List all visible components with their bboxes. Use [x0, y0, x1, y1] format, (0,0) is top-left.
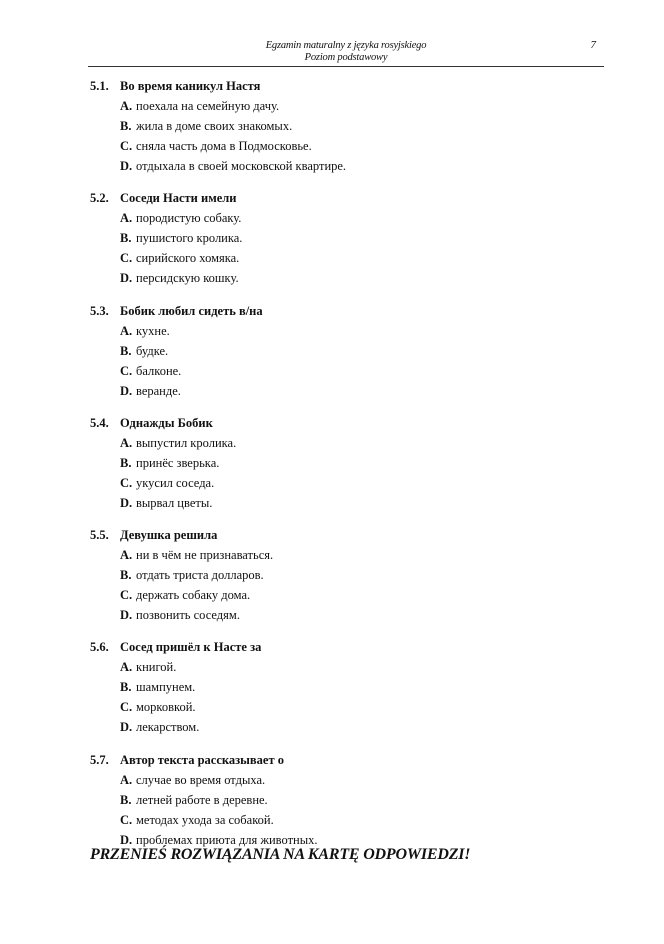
question-stem	[90, 413, 590, 433]
answer-option	[90, 361, 590, 381]
answer-option	[90, 116, 590, 136]
option-letter: A.	[120, 772, 133, 787]
option-letter: B.	[120, 455, 132, 470]
question-stem	[90, 525, 590, 545]
question-block	[90, 525, 590, 625]
answer-option	[90, 96, 590, 116]
option-text: лекарством.	[136, 720, 200, 735]
answer-option	[90, 381, 590, 401]
answer-option	[90, 565, 590, 585]
question-stem	[90, 76, 590, 96]
option-text: случае во время отдыха.	[136, 772, 266, 787]
question-text: Сосед пришёл к Насте за	[120, 640, 262, 655]
option-text: держать собаку дома.	[136, 588, 251, 603]
question-text: Во время каникул Настя	[120, 79, 261, 93]
option-letter: B.	[120, 231, 132, 246]
question-stem	[90, 301, 590, 321]
question-stem	[90, 637, 590, 657]
option-letter: A.	[120, 548, 133, 563]
answer-option	[90, 433, 590, 453]
answer-option	[90, 697, 590, 717]
option-text: веранде.	[136, 383, 181, 398]
page-header	[88, 38, 604, 67]
option-text: позвонить соседям.	[136, 608, 240, 623]
option-letter: B.	[120, 568, 132, 583]
answer-option	[90, 677, 590, 697]
option-text: отдать триста долларов.	[136, 568, 264, 583]
option-text: укусил соседа.	[136, 475, 215, 490]
question-stem	[90, 188, 590, 208]
option-letter: A.	[120, 323, 133, 338]
option-letter: A.	[120, 660, 133, 675]
option-text: сирийского хомяка.	[136, 251, 240, 266]
option-letter: B.	[120, 792, 132, 807]
answer-option	[90, 248, 590, 268]
answer-option	[90, 770, 590, 790]
answer-option	[90, 156, 590, 176]
question-number: 5.5.	[90, 528, 109, 543]
question-text: Девушка решила	[120, 528, 218, 543]
option-text: будке.	[136, 343, 169, 358]
question-number: 5.7.	[90, 752, 109, 767]
question-block	[90, 413, 590, 513]
option-text: поехала на семейную дачу.	[136, 99, 280, 113]
answer-option	[90, 585, 590, 605]
option-text: книгой.	[136, 660, 177, 675]
option-text: вырвал цветы.	[136, 495, 213, 510]
question-number: 5.3.	[90, 303, 109, 318]
option-text: летней работе в деревне.	[136, 792, 268, 807]
answer-option	[90, 493, 590, 513]
option-letter: C.	[120, 588, 133, 603]
option-text: шампунем.	[136, 680, 196, 695]
question-block	[90, 637, 590, 737]
option-letter: D.	[120, 832, 133, 847]
answer-option	[90, 321, 590, 341]
answer-option	[90, 453, 590, 473]
answer-option	[90, 717, 590, 737]
answer-option	[90, 268, 590, 288]
option-letter: B.	[120, 343, 132, 358]
question-block	[90, 750, 590, 850]
option-letter: C.	[120, 363, 133, 378]
option-letter: C.	[120, 139, 133, 153]
option-letter: D.	[120, 383, 133, 398]
question-text: Однажды Бобик	[120, 415, 213, 430]
question-list	[90, 76, 590, 862]
question-number: 5.4.	[90, 415, 109, 430]
question-block	[90, 188, 590, 288]
option-letter: B.	[120, 119, 132, 133]
option-letter: C.	[120, 812, 133, 827]
page-number: 7	[590, 39, 596, 51]
answer-option	[90, 136, 590, 156]
option-text: кухне.	[136, 323, 170, 338]
answer-option	[90, 657, 590, 677]
option-letter: B.	[120, 680, 132, 695]
option-letter: D.	[120, 608, 133, 623]
option-letter: C.	[120, 700, 133, 715]
option-text: сняла часть дома в Подмосковье.	[136, 139, 312, 153]
option-text: морковкой.	[136, 700, 196, 715]
question-number: 5.2.	[90, 191, 109, 206]
answer-option	[90, 790, 590, 810]
exam-level: Poziom podstawowy	[304, 52, 388, 63]
option-text: ни в чём не признаваться.	[136, 548, 274, 563]
option-text: персидскую кошку.	[136, 271, 239, 286]
question-block	[90, 301, 590, 401]
question-text: Автор текста рассказывает о	[120, 752, 284, 767]
option-text: балконе.	[136, 363, 182, 378]
option-text: жила в доме своих знакомых.	[136, 119, 293, 133]
answer-option	[90, 605, 590, 625]
option-letter: C.	[120, 251, 133, 266]
option-letter: C.	[120, 475, 133, 490]
answer-option	[90, 341, 590, 361]
option-text: проблемах приюта для животных.	[136, 832, 318, 847]
answer-option	[90, 545, 590, 565]
option-text: принёс зверька.	[136, 455, 220, 470]
question-text: Бобик любил сидеть в/на	[120, 303, 263, 318]
answer-option	[90, 208, 590, 228]
option-letter: D.	[120, 720, 133, 735]
question-block	[90, 76, 590, 176]
option-letter: D.	[120, 495, 133, 510]
option-letter: A.	[120, 211, 133, 226]
option-letter: A.	[120, 99, 133, 113]
answer-option	[90, 473, 590, 493]
option-letter: D.	[120, 159, 133, 173]
option-letter: D.	[120, 271, 133, 286]
transfer-answers-note: PRZENIEŚ ROZWIĄZANIA NA KARTĘ ODPOWIEDZI!	[90, 846, 471, 863]
question-number: 5.1.	[90, 79, 109, 93]
option-text: выпустил кролика.	[136, 435, 237, 450]
option-letter: A.	[120, 435, 133, 450]
answer-option	[90, 228, 590, 248]
answer-option	[90, 810, 590, 830]
option-text: методах ухода за собакой.	[136, 812, 274, 827]
exam-title: Egzamin maturalny z języka rosyjskiego	[265, 40, 427, 51]
question-text: Соседи Насти имели	[120, 191, 237, 206]
option-text: отдыхала в своей московской квартире.	[136, 159, 347, 173]
option-text: пушистого кролика.	[136, 231, 243, 246]
question-stem	[90, 750, 590, 770]
option-text: породистую собаку.	[136, 211, 242, 226]
question-number: 5.6.	[90, 640, 109, 655]
